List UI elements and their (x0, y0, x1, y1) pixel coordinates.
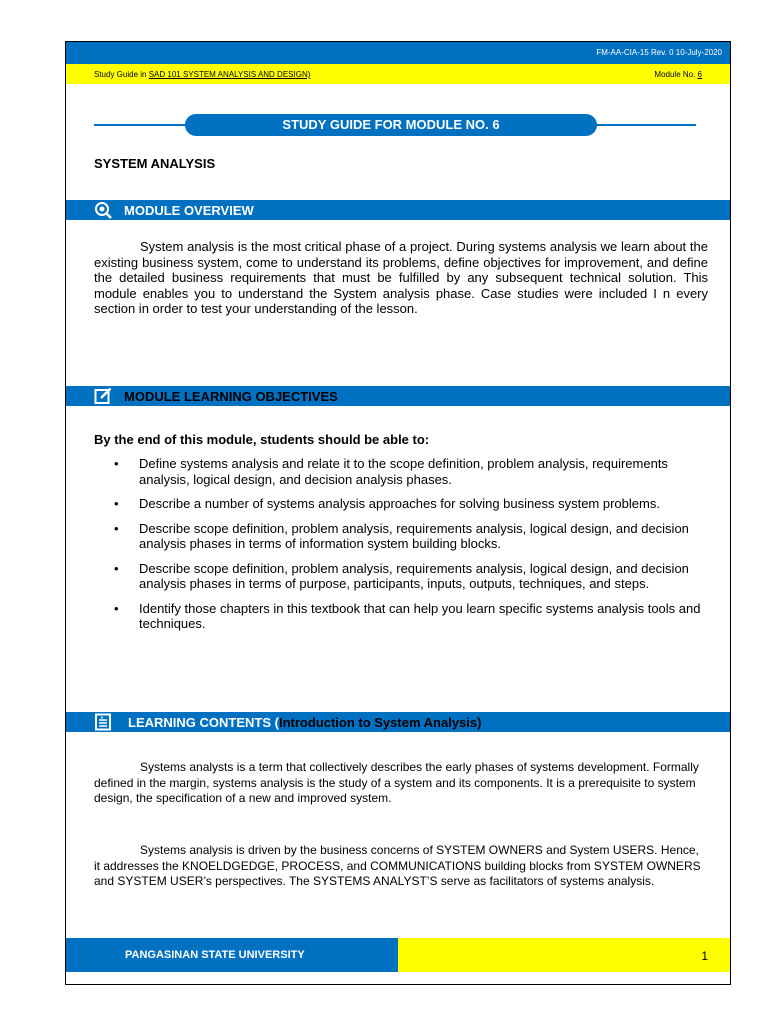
pill-rule-right (586, 124, 696, 126)
objectives-list (114, 456, 714, 641)
contents-heading (128, 715, 481, 730)
module-number: 6 (697, 70, 702, 79)
document-icon (94, 713, 112, 731)
magnifier-icon (94, 201, 112, 219)
page-frame (65, 41, 731, 985)
page-number: 1 (701, 949, 708, 963)
objectives-intro: By the end of this module, students should be able to: (94, 432, 430, 447)
course-name: SAD 101 SYSTEM ANALYSIS AND DESIGN) (148, 70, 311, 79)
footer-right (398, 938, 730, 972)
objectives-heading: MODULE LEARNING OBJECTIVES (124, 389, 338, 404)
course-bar (66, 64, 730, 84)
contents-paragraph-1 (94, 760, 704, 807)
module-label: Module No. (654, 70, 698, 79)
contents-subheading: Introduction to System Analysis) (278, 715, 482, 730)
overview-body: System analysis is the most critical phase of a project. During systems analysis we learn about the existing business system, come to understand its problems, define objectives for improvement, and define the detailed business requirements that must be fulfilled by any subsequent technical solution. This module enables you to understand the System analysis phase. Case studies were included I n every section in order to test your understanding of the lesson. (94, 239, 708, 316)
course-line (94, 70, 310, 79)
objectives-header (66, 386, 730, 406)
contents-para1: Systems analysts is a term that collectively describes the early phases of systems development. Formally defined in the margin, systems analysis is the study of a system and its components. It is a prerequisite to system design, the specification of a new and improved system. (94, 760, 699, 805)
overview-header (66, 200, 730, 220)
edit-icon (94, 387, 112, 405)
header-bar (66, 42, 730, 64)
list-item: • Define systems analysis and relate it to the scope definition, problem analysis, requirements analysis, logical design, and decision analysis phases. (114, 456, 714, 487)
footer-left (66, 938, 398, 972)
overview-text (94, 239, 708, 317)
study-guide-title: STUDY GUIDE FOR MODULE NO. 6 (185, 114, 597, 136)
study-guide-prefix: Study Guide in (94, 70, 149, 79)
university-name: PANGASINAN STATE UNIVERSITY (125, 949, 305, 961)
list-item: • Describe scope definition, problem analysis, requirements analysis, logical design, and decision analysis phases in terms of information system building blocks. (114, 521, 714, 552)
contents-paragraph-2 (94, 843, 704, 890)
contents-para2: Systems analysis is driven by the business concerns of SYSTEM OWNERS and System USERS. Hence, it addresses the KNOELDGEDGE, PROCESS, and COMMUNICATIONS building blocks from SYSTEM OWNERS and SYSTEM USER’s perspectives. The SYSTEMS ANALYST’S serve as facilitators of systems analysis. (94, 843, 701, 888)
contents-heading-main: LEARNING CONTENTS ( (128, 715, 279, 730)
list-item: • Describe a number of systems analysis approaches for solving business system problems. (114, 496, 714, 512)
list-item: • Identify those chapters in this textbook that can help you learn specific systems analysis tools and techniques. (114, 601, 714, 632)
overview-heading: MODULE OVERVIEW (124, 203, 254, 218)
list-item: • Describe scope definition, problem analysis, requirements analysis, logical design, and decision analysis phases in terms of purpose, participants, inputs, outputs, techniques, and steps. (114, 561, 714, 592)
pill-rule-left (94, 124, 194, 126)
contents-header (66, 712, 730, 732)
module-title: SYSTEM ANALYSIS (94, 156, 216, 171)
module-number-line (654, 70, 702, 79)
form-code: FM-AA-CIA-15 Rev. 0 10-July-2020 (596, 48, 722, 57)
